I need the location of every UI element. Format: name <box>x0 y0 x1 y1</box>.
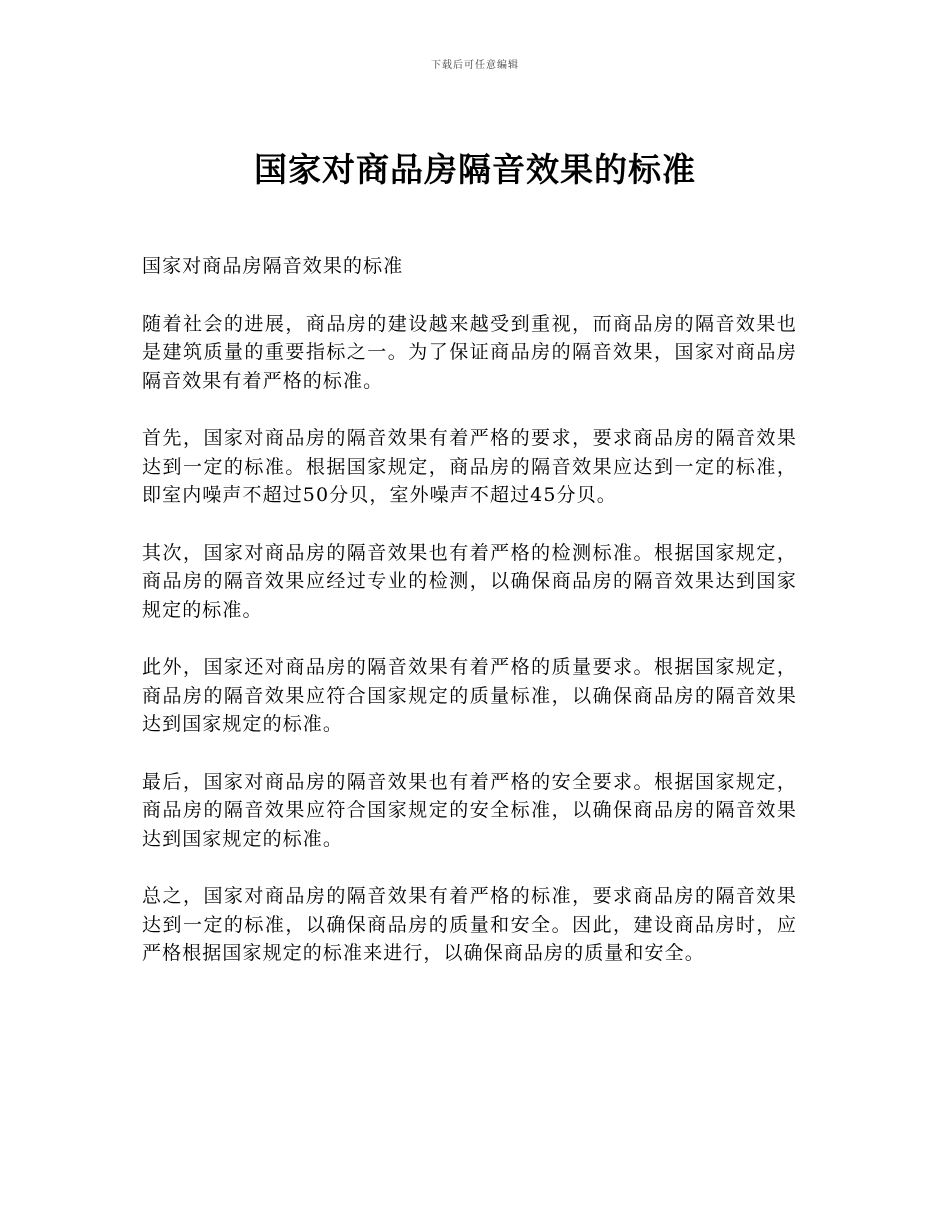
document-body <box>142 252 797 997</box>
paragraph-intro: 随着社会的进展，商品房的建设越来越受到重视，而商品房的隔音效果也是建筑质量的重要指标之一。为了保证商品房的隔音效果，国家对商品房隔音效果有着严格的标准。 <box>142 312 797 392</box>
paragraph-conclusion: 总之，国家对商品房的隔音效果有着严格的标准，要求商品房的隔音效果达到一定的标准，以确保商品房的质量和安全。因此，建设商品房时，应严格根据国家规定的标准来进行，以确保商品房的质量和安全。 <box>142 885 797 964</box>
paragraph-additional: 此外，国家还对商品房的隔音效果有着严格的质量要求。根据国家规定，商品房的隔音效果应符合国家规定的质量标准，以确保商品房的隔音效果达到国家规定的标准。 <box>142 656 797 735</box>
document-subtitle: 国家对商品房隔音效果的标准 <box>142 255 404 277</box>
paragraph-first: 首先，国家对商品房的隔音效果有着严格的要求，要求商品房的隔音效果达到一定的标准。根据国家规定，商品房的隔音效果应达到一定的标准，即室内噪声不超过50分贝，室外噪声不超过45分贝。 <box>142 427 797 506</box>
document-title: 国家对商品房隔音效果的标准 <box>254 150 696 189</box>
header-note: 下载后可任意编辑 <box>431 60 519 71</box>
paragraph-second: 其次，国家对商品房的隔音效果也有着严格的检测标准。根据国家规定，商品房的隔音效果应经过专业的检测，以确保商品房的隔音效果达到国家规定的标准。 <box>142 541 797 621</box>
paragraph-last: 最后，国家对商品房的隔音效果也有着严格的安全要求。根据国家规定，商品房的隔音效果应符合国家规定的安全标准，以确保商品房的隔音效果达到国家规定的标准。 <box>142 770 797 850</box>
